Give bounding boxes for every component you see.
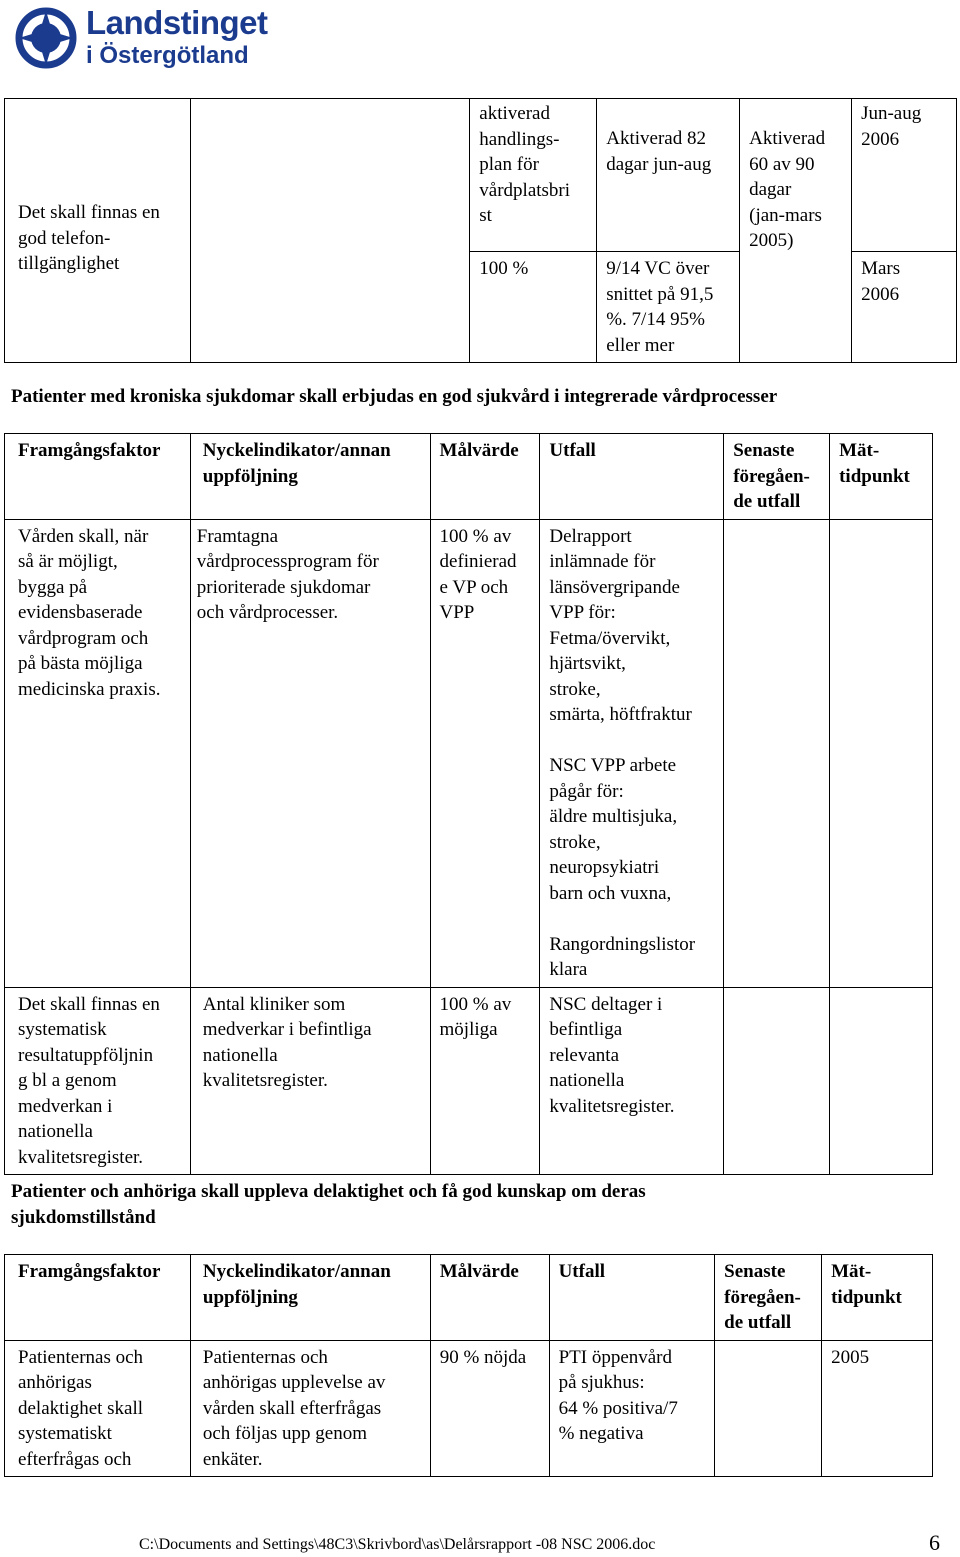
logo-line1: Landstinget: [86, 4, 268, 41]
empty-cell: [190, 99, 469, 363]
row1-factor: Vården skall, när så är möjligt, bygga på evidensbaserade vårdprogram och på bästa möjliga medicinska praxis.: [5, 519, 191, 987]
telephone-accessibility-table: [4, 98, 957, 363]
page-number: 6: [929, 1530, 940, 1555]
row2-target: 100 % av möjliga: [430, 987, 540, 1175]
outcome-b-cell: [597, 252, 740, 363]
s3-header-time: Mät- tidpunkt: [822, 1255, 933, 1341]
s3-row1-time: 2005: [822, 1340, 933, 1477]
logo-line2: i Östergötland: [86, 42, 249, 69]
goal-cell: [5, 99, 191, 363]
row2-factor: Det skall finnas en systematisk resultatuppföljnin g bl a genom medverkan i nationella kvalitetsregister.: [5, 987, 191, 1175]
s3-row1-outcome: PTI öppenvård på sjukhus: 64 % positiva/7 % negativa: [549, 1340, 715, 1477]
target-a-text: aktiverad handlings- plan för vårdplatsbri st: [479, 103, 571, 226]
patient-involvement-heading: Patienter och anhöriga skall uppleva delaktighet och få god kunskap om deras sjukdomstillstånd: [11, 1181, 646, 1228]
row1-time: [830, 519, 933, 987]
telephone-goal-text: Det skall finnas en god telefon- tillgänglighet: [18, 202, 160, 275]
previous-outcome-text: Aktiverad 60 av 90 dagar (jan-mars 2005): [749, 128, 826, 251]
row2-time: [830, 987, 933, 1175]
s3-row1-indicator: Patienternas och anhörigas upplevelse av vården skall efterfrågas och följas upp genom enkäter.: [190, 1340, 430, 1477]
chronic-care-table: [4, 433, 933, 1175]
row1-outcome: Delrapport inlämnade för länsövergripande VPP för: Fetma/övervikt, hjärtsvikt, stroke, smärta, höftfraktur NSC VPP arbete pågår för: äldre multisjuka, stroke, neuropsykiatri barn och vuxna, Rangordningslistor klara: [540, 519, 724, 987]
outcome-a-text: Aktiverad 82 dagar jun-aug: [606, 128, 712, 175]
s3-header-factor: Framgångsfaktor: [5, 1255, 191, 1341]
row2-indicator: Antal kliniker som medverkar i befintliga nationella kvalitetsregister.: [190, 987, 430, 1175]
time-a-text: Jun-aug 2006: [861, 103, 922, 150]
outcome-b-text: 9/14 VC över snittet på 91,5 %. 7/14 95% eller mer: [606, 258, 714, 356]
previous-cell: [740, 99, 852, 363]
header-indicator: Nyckelindikator/annan uppföljning: [190, 434, 430, 520]
s3-header-outcome: Utfall: [549, 1255, 715, 1341]
s3-header-target: Målvärde: [430, 1255, 549, 1341]
header-target: Målvärde: [430, 434, 540, 520]
row2-previous: [724, 987, 830, 1175]
landstinget-emblem-icon: [14, 6, 78, 70]
header-factor: Framgångsfaktor: [5, 434, 191, 520]
chronic-care-heading: Patienter med kroniska sjukdomar skall erbjudas en god sjukvård i integrerade vårdprocesser: [11, 386, 778, 407]
landstinget-logo: [14, 4, 284, 72]
time-b-cell: [852, 252, 957, 363]
time-a-cell: [852, 99, 957, 252]
target-b-cell: [470, 252, 597, 363]
row1-previous: [724, 519, 830, 987]
header-time: Mät- tidpunkt: [830, 434, 933, 520]
s3-row1-target: 90 % nöjda: [430, 1340, 549, 1477]
header-previous: Senaste föregåen- de utfall: [724, 434, 830, 520]
target-a-cell: [470, 99, 597, 252]
header-outcome: Utfall: [540, 434, 724, 520]
s3-header-indicator: Nyckelindikator/annan uppföljning: [190, 1255, 430, 1341]
outcome-a-cell: [597, 99, 740, 252]
target-b-text: 100 %: [479, 258, 529, 279]
row1-indicator: Framtagna vårdprocessprogram för prioriterade sjukdomar och vårdprocesser.: [190, 519, 430, 987]
s3-row1-previous: [715, 1340, 822, 1477]
row1-target: 100 % av definierad e VP och VPP: [430, 519, 540, 987]
patient-involvement-table: [4, 1254, 933, 1477]
footer-file-path: C:\Documents and Settings\48C3\Skrivbord\as\Delårsrapport -08 NSC 2006.doc: [139, 1536, 656, 1553]
s3-row1-factor: Patienternas och anhörigas delaktighet skall systematiskt efterfrågas och: [5, 1340, 191, 1477]
row2-outcome: NSC deltager i befintliga relevanta nationella kvalitetsregister.: [540, 987, 724, 1175]
s3-header-previous: Senaste föregåen- de utfall: [715, 1255, 822, 1341]
time-b-text: Mars 2006: [861, 258, 901, 305]
